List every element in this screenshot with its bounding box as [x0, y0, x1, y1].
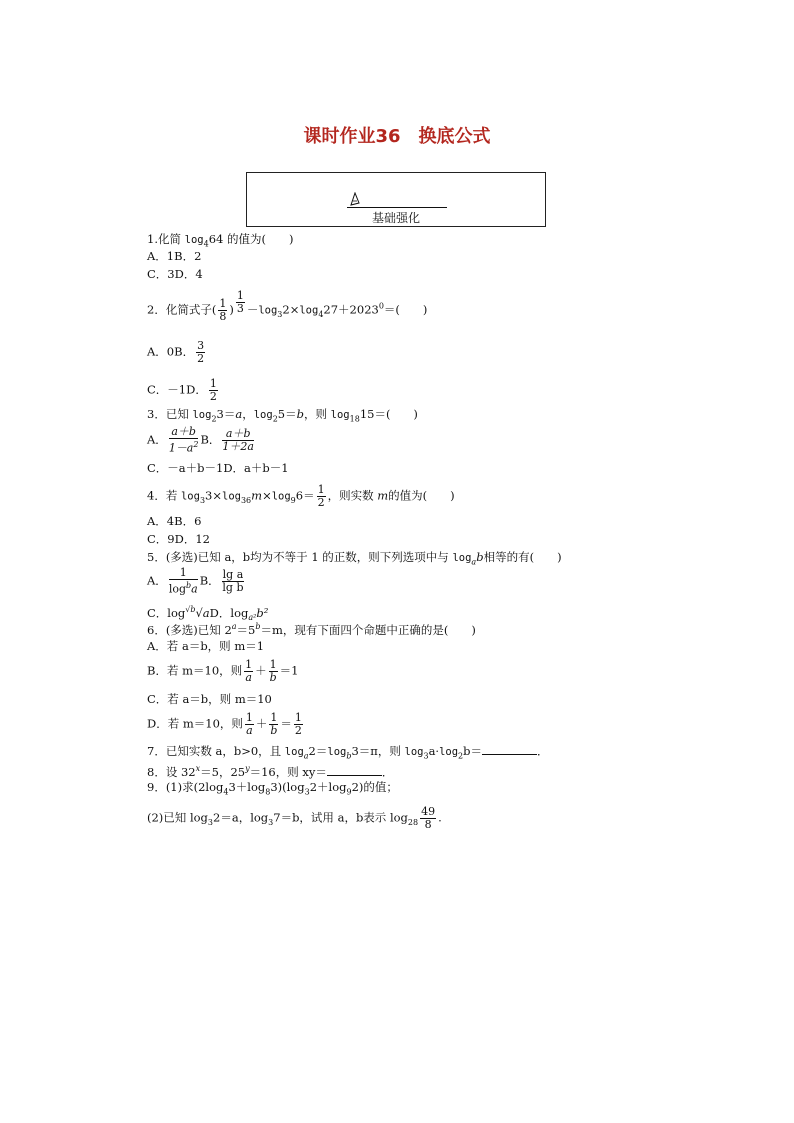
- q6-option-b: [147, 659, 298, 684]
- q3-base3: 18: [349, 414, 360, 424]
- question-7: [147, 744, 549, 763]
- q5-optD-sub: a²: [248, 613, 257, 623]
- q3-t3: 5＝: [277, 407, 297, 421]
- q2-log2: log: [299, 304, 319, 317]
- q6-optB-d2: b: [269, 671, 277, 684]
- q9-b2: 8: [265, 787, 271, 797]
- q6-tail: ＝m，现有下面四个命题中正确的是( ): [260, 622, 476, 637]
- q1-options-ab: A．1B．2: [147, 249, 202, 263]
- q2-frac-den: 8: [219, 310, 227, 323]
- q4-options-ab: A．4B．6: [147, 514, 202, 528]
- q7-end: ．: [537, 744, 549, 758]
- q6-optB-n1: 1: [245, 658, 253, 671]
- q2-exp-den: 3: [236, 302, 244, 315]
- q6-optD-frac1: [245, 712, 254, 737]
- q5-optB-den: lg b: [222, 580, 244, 594]
- q6-optD-plus: ＋: [255, 716, 268, 731]
- q2-exponent: [236, 290, 245, 315]
- q7-log1: log: [284, 746, 304, 758]
- q5-options-ab: [147, 567, 246, 596]
- q2-fraction: [218, 298, 227, 323]
- q9-fraction: [420, 806, 436, 831]
- q6-optB-frac1: [244, 659, 253, 684]
- q9-t4: 2)的值；: [351, 780, 398, 794]
- question-2: [147, 289, 428, 323]
- question-9-part1: [147, 780, 398, 799]
- q3-optB-label: B．: [200, 432, 221, 447]
- q8-exp-y: y: [245, 764, 250, 773]
- q2-log1: log: [258, 304, 278, 317]
- q3-a: a: [235, 407, 243, 421]
- q1-arg: 64: [208, 232, 224, 246]
- q9-c1: 3: [207, 817, 214, 827]
- q9-b4: 9: [346, 787, 352, 797]
- q2-optB-num: 3: [197, 339, 205, 352]
- q4-t3: 6＝: [295, 488, 315, 503]
- q7-t4: b＝: [463, 744, 483, 758]
- q7-log4: log: [439, 746, 459, 758]
- q5-arg: b: [476, 550, 484, 564]
- q6-optB-d1: a: [245, 671, 252, 684]
- q5-suffix: 相等的有( ): [483, 550, 562, 564]
- q2-options-cd: [147, 378, 220, 403]
- q3-optA-den: [169, 439, 199, 455]
- question-8: [147, 762, 393, 779]
- q2-optD-num: 1: [209, 377, 217, 390]
- q5-optA-label: A．: [147, 573, 167, 588]
- q7-t3: a·: [428, 744, 440, 758]
- q2-optC-text: C．－1D．: [147, 382, 207, 397]
- q7-answer-blank[interactable]: [482, 744, 537, 755]
- q4-fraction: [317, 484, 326, 509]
- q4-log1: log: [180, 490, 200, 503]
- q2-base2: 4: [318, 309, 324, 319]
- q9-frac-num: 49: [421, 805, 436, 818]
- q4-t2: ×: [262, 488, 272, 503]
- q3-optB-den: 1＋2a: [222, 439, 254, 453]
- q2-optA-text: A．0B．: [147, 344, 195, 359]
- q3-text: 3．已知: [147, 407, 193, 421]
- q5-optC-sup: √b: [185, 605, 196, 614]
- question-3: [147, 407, 418, 426]
- q9-u2: 7＝b，试用 a，b表示 log: [273, 810, 408, 825]
- q9-c2: 3: [268, 817, 274, 827]
- q5-optC-arg: √a: [195, 605, 210, 620]
- q6-optD-n3: 1: [294, 711, 302, 724]
- q9-b1: 4: [223, 787, 229, 797]
- q9-t1: 3＋log: [228, 780, 266, 794]
- q2-exp-num: 1: [236, 289, 244, 302]
- q6-optD-frac3: [294, 712, 303, 737]
- q6-exp-b: b: [255, 622, 261, 631]
- q4-options-cd: C．9D．12: [147, 532, 210, 546]
- section-header-box: [246, 172, 546, 227]
- q6-optB-n2: 1: [269, 658, 277, 671]
- q3-base2: 2: [272, 414, 278, 424]
- q9-t2: 3)(log: [270, 780, 305, 794]
- q9-b3: 3: [304, 787, 310, 797]
- q9-end: .: [438, 810, 442, 825]
- q7-t1: 2＝: [308, 744, 328, 758]
- q2-optB-den: 2: [197, 352, 205, 365]
- q8-end: ．: [381, 764, 394, 779]
- q3-log1: log: [192, 409, 212, 421]
- q6-optD-n1: 1: [245, 711, 253, 724]
- q2-suffix: ＝( ): [383, 302, 428, 317]
- q2-arg1: 2: [282, 302, 290, 317]
- q1-text: 1.化简: [147, 232, 185, 246]
- q9-c3: 28: [407, 817, 419, 827]
- question-9-part2: [147, 806, 442, 831]
- q4-m: m: [251, 488, 263, 503]
- q6-optB-eq: ＝1: [279, 663, 299, 678]
- q7-text: 7．已知实数 a，b>0，且: [147, 744, 285, 758]
- q6-option-c: C．若 a＝b，则 m＝10: [147, 692, 272, 706]
- q2-text: 2．化简式子: [147, 302, 212, 317]
- q6-optB-frac2: [269, 659, 278, 684]
- q8-exp-x: x: [195, 764, 201, 773]
- q1-base: 4: [203, 239, 209, 249]
- q6-optD-d1: a: [246, 724, 253, 737]
- q4-frac-num: 1: [317, 483, 325, 496]
- q8-t2: ＝16，则 xy＝: [249, 764, 327, 779]
- q6-optD-text: D．若 m＝10，则: [147, 716, 243, 731]
- q4-base2: 36: [240, 495, 252, 505]
- q5-optA-den-arg: a: [191, 582, 198, 596]
- q2-frac-num: 1: [219, 297, 227, 310]
- q2-times: ×: [289, 302, 300, 317]
- q7-base3: 3: [423, 751, 429, 761]
- q6-optB-plus: ＋: [255, 663, 267, 678]
- q9-u1: 2＝a，log: [213, 810, 269, 825]
- q2-optD-fraction: [209, 378, 218, 403]
- q4-text: 4．若: [147, 488, 181, 503]
- q3-t4: ，则: [304, 407, 331, 421]
- q8-text: 8．设 32: [147, 764, 196, 779]
- q5-optC-text: C．log: [147, 605, 186, 620]
- q6-exp-a: a: [231, 622, 237, 631]
- q3-optA-den-text: 1－a: [168, 441, 194, 455]
- q3-optA-label: A．: [147, 432, 167, 447]
- q4-log2: log: [222, 490, 241, 503]
- q4-frac-den: 2: [317, 496, 325, 509]
- q2-base1: 3: [277, 309, 283, 319]
- q1-log: log: [184, 234, 204, 246]
- q5-optB-fraction: [222, 569, 245, 594]
- q5-optA-fraction: [169, 567, 198, 596]
- q5-optA-num: 1: [169, 567, 198, 580]
- q6-optD-eq: ＝: [280, 716, 292, 731]
- q5-optB-label: B．: [199, 573, 220, 588]
- q5-optD-text: D．log: [209, 605, 249, 620]
- q5-optA-den-sup: b: [186, 581, 192, 590]
- q7-log3: log: [404, 746, 424, 758]
- q4-t5: 的值为( ): [388, 488, 455, 503]
- q7-log2: log: [327, 746, 347, 758]
- q8-t1: ＝5，25: [200, 764, 246, 779]
- q2-optD-den: 2: [209, 390, 217, 403]
- q9-p2-text: (2)已知 log: [147, 810, 208, 825]
- q3-log3: log: [330, 409, 350, 421]
- q2-lparen: (: [211, 302, 217, 317]
- q9-frac-den: 8: [424, 818, 432, 831]
- q6-eq: ＝5: [236, 622, 256, 637]
- q6-optB-text: B．若 m＝10，则: [147, 663, 243, 678]
- q4-base3: 9: [290, 495, 296, 505]
- q7-base2: b: [346, 751, 352, 761]
- q7-t2: 3＝π，则: [351, 744, 405, 758]
- q1-options-cd: C．3D．4: [147, 267, 203, 281]
- q2-optB-fraction: [196, 340, 205, 365]
- q3-t1: 3＝: [216, 407, 236, 421]
- q8-answer-blank[interactable]: [327, 765, 382, 776]
- q3-t2: ，: [242, 407, 254, 421]
- q3-optA-den-sup: 2: [193, 440, 199, 449]
- q2-arg2: 27＋2023: [323, 302, 379, 317]
- section-label: 基础强化: [371, 211, 420, 225]
- q3-optA-fraction: [169, 426, 199, 455]
- section-rule: [347, 207, 447, 208]
- q5-base: a: [471, 557, 477, 567]
- q9-t3: 2＋log: [309, 780, 347, 794]
- q6-optD-n2: 1: [270, 711, 278, 724]
- q1-suffix: 的值为( ): [223, 232, 294, 246]
- q5-optD-arg: b²: [256, 605, 269, 620]
- q5-text: 5．(多选)已知 a，b均为不等于 1 的正数，则下列选项中与: [147, 550, 453, 564]
- pen-icon: [349, 192, 361, 206]
- q6-text: 6．(多选)已知 2: [147, 622, 232, 637]
- q5-log: log: [452, 552, 472, 564]
- q6-option-a: A．若 a＝b，则 m＝1: [147, 639, 265, 653]
- q3-b: b: [296, 407, 304, 421]
- q3-optA-num: a＋b: [169, 426, 199, 439]
- q3-options-ab: [147, 426, 256, 455]
- q4-t1: 3×: [205, 488, 222, 503]
- q2-options-ab: [147, 340, 207, 365]
- q6-optD-d3: 2: [294, 724, 302, 737]
- q3-optB-num: a＋b: [222, 428, 254, 441]
- q5-optB-num: lg a: [222, 567, 244, 581]
- page-title: 课时作业36 换底公式: [303, 126, 491, 147]
- q6-option-d: [147, 712, 305, 737]
- q2-minus: －: [246, 302, 259, 317]
- q4-m2: m: [377, 488, 389, 503]
- q3-optB-fraction: [222, 428, 254, 453]
- q7-base1: a: [303, 751, 309, 761]
- q2-zero-exp: 0: [378, 301, 384, 311]
- q4-t4: ，则实数: [327, 488, 378, 503]
- q4-base1: 3: [199, 495, 206, 505]
- q6-optD-d2: b: [270, 724, 278, 737]
- q3-log2: log: [253, 409, 273, 421]
- q6-optD-frac2: [269, 712, 278, 737]
- question-6: [147, 620, 476, 637]
- q5-optA-den-log: log: [168, 582, 186, 596]
- q3-options-cd: C．－a＋b－1D．a＋b－1: [147, 461, 289, 475]
- q5-optA-den: [169, 580, 198, 596]
- q3-t5: 15＝( ): [359, 407, 418, 421]
- q2-rparen: ): [229, 302, 234, 317]
- question-4: [147, 484, 455, 509]
- q4-log3: log: [271, 490, 291, 503]
- q9-p1-text: 9．(1)求(2log: [147, 780, 224, 794]
- q3-base1: 2: [211, 414, 217, 424]
- q7-base4: 2: [458, 751, 464, 761]
